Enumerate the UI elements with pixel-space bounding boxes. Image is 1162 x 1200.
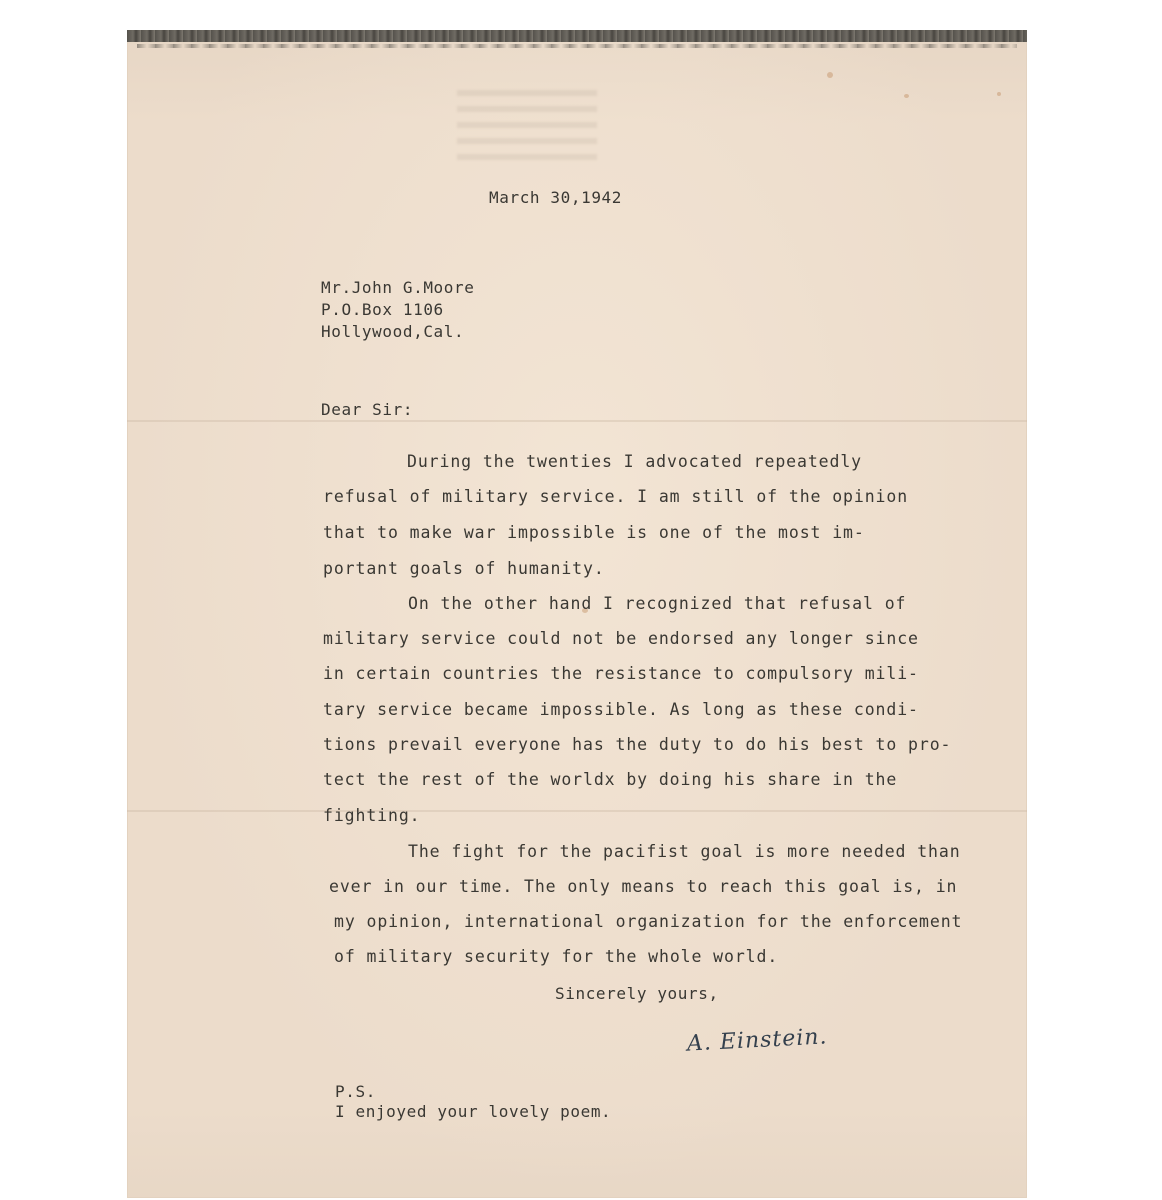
recipient-address: P.O.Box 1106 (321, 300, 444, 319)
paper-top-edge (127, 30, 1027, 42)
body-line: fighting. (323, 806, 421, 825)
body-line: refusal of military service. I am still of the opinion (323, 487, 909, 506)
handwritten-signature: A. Einstein. (686, 1024, 829, 1057)
closing: Sincerely yours, (555, 984, 719, 1003)
postscript-label: P.S. (335, 1082, 376, 1101)
body-line: my opinion, international organization for the enforcement (334, 912, 963, 931)
letter-paper (127, 30, 1027, 1198)
body-line: military service could not be endorsed any longer since (323, 629, 919, 648)
body-line: that to make war impossible is one of the most im- (323, 523, 865, 542)
paper-top-edge-shadow (137, 44, 1017, 48)
body-line: On the other hand I recognized that refusal of (408, 594, 907, 613)
salutation: Dear Sir: (321, 400, 414, 419)
stain-spot (997, 92, 1001, 96)
body-line: tions prevail everyone has the duty to do his best to pro- (323, 735, 952, 754)
stain-spot (904, 94, 909, 98)
body-line: tary service became impossible. As long as these condi- (323, 700, 919, 719)
fold-line (127, 810, 1027, 812)
body-line: portant goals of humanity. (323, 559, 605, 578)
body-line: During the twenties I advocated repeatedly (407, 452, 863, 471)
body-line: tect the rest of the worldx by doing his share in the (323, 770, 898, 789)
postscript-text: I enjoyed your lovely poem. (335, 1102, 612, 1121)
body-line: of military security for the whole world. (334, 947, 779, 966)
body-line: The fight for the pacifist goal is more needed than (408, 842, 961, 861)
letter-date: March 30,1942 (489, 188, 623, 207)
recipient-name: Mr.John G.Moore (321, 278, 475, 297)
fold-line (127, 420, 1027, 422)
faded-letterhead (457, 90, 597, 170)
body-line: ever in our time. The only means to reach this goal is, in (329, 877, 958, 896)
body-line: in certain countries the resistance to compulsory mili- (323, 664, 919, 683)
recipient-city: Hollywood,Cal. (321, 322, 465, 341)
stain-spot (827, 72, 833, 78)
